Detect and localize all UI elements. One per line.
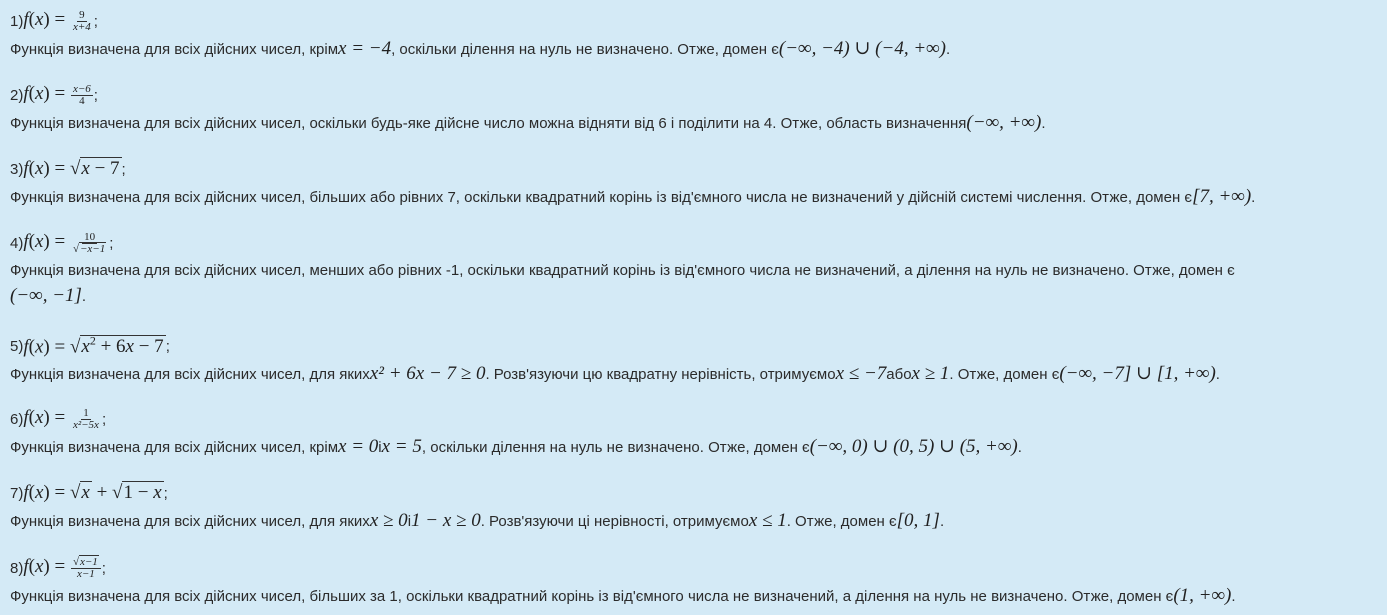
math: x ≥ 0 xyxy=(369,510,408,531)
math: (−∞, 0) ∪ (0, 5) ∪ (5, +∞) xyxy=(809,436,1018,457)
formula: f(x) = $\frac{9}{x+4}$ xyxy=(23,8,91,33)
explanation: Функція визначена для всіх дійсних чисел, для якихx² + 6x − 7 ≥ 0. Розв'язуючи цю квадратну нерівність, отримуємоx ≤ −7абоx ≥ 1. Отже, домен є(−∞, −7] ∪ [1, +∞). xyxy=(10,363,1220,384)
item-number: 4) xyxy=(10,234,24,252)
math: [7, +∞) xyxy=(1192,186,1252,207)
formula-line: 1) f(x) = $\frac{9}{x+4}$ ; xyxy=(10,8,98,33)
explanation: Функція визначена для всіх дійсних чисел, менших або рівних -1, оскільки квадратний корінь із від'ємного числа не визначений, а ділення на нуль не визначено. Отже, домен є (−∞, −1]. xyxy=(10,262,1235,306)
item-number: 3) xyxy=(10,160,24,178)
item-5 xyxy=(10,331,1381,387)
item-8 xyxy=(10,553,1381,609)
explanation: Функція визначена для всіх дійсних чисел, крімx = −4, оскільки ділення на нуль не визначено. Отже, домен є(−∞, −4) ∪ (−4, +∞). xyxy=(10,38,951,59)
item-number: 6) xyxy=(10,410,24,428)
explanation: Функція визначена для всіх дійсних чисел, для якихx ≥ 0і1 − x ≥ 0. Розв'язуючи ці нерівності, отримуємоx ≤ 1. Отже, домен є[0, 1]. xyxy=(10,510,945,531)
item-number: 7) xyxy=(10,484,24,502)
math: 1 − x ≥ 0 xyxy=(411,510,481,531)
math: (−∞, −1] xyxy=(10,285,82,306)
math: (1, +∞) xyxy=(1173,585,1232,606)
item-1 xyxy=(10,6,1381,62)
formula: f(x) = $\frac{x-6}{4}$ xyxy=(23,82,91,107)
formula: f(x) = √x − 7 xyxy=(23,158,120,179)
explanation: Функція визначена для всіх дійсних чисел, оскільки будь-яке дійсне число можна відняти від 6 і поділити на 4. Отже, область визначення(−∞, +∞). xyxy=(10,112,1046,133)
math: x = 0 xyxy=(338,436,379,457)
math: (−∞, +∞) xyxy=(966,112,1042,133)
math: (−∞, −4) ∪ (−4, +∞) xyxy=(778,38,947,59)
math: x = 5 xyxy=(381,436,422,457)
formula: $f(x) = √x^2 + 6x - 7$ xyxy=(23,333,164,358)
math: x² + 6x − 7 ≥ 0 xyxy=(369,363,486,384)
item-number: 1) xyxy=(10,12,24,30)
math: x ≥ 1 xyxy=(911,363,950,384)
formula-line: 8) f(x) = $\frac{√x-1}{x-1}$ ; xyxy=(10,555,106,580)
math: x ≤ −7 xyxy=(835,363,887,384)
item-7 xyxy=(10,478,1381,534)
formula: f(x) = $\frac{1}{\text{x²−5x}}$ xyxy=(23,406,99,431)
formula-line: 2) f(x) = $\frac{x-6}{4}$ ; xyxy=(10,82,98,107)
formula-line: 3) f(x) = √x − 7 ; xyxy=(10,158,126,179)
item-number: 8) xyxy=(10,559,24,577)
math: (−∞, −7] ∪ [1, +∞) xyxy=(1059,363,1216,384)
formula-line: 6) f(x) = $\frac{1}{\text{x²−5x}}$ ; xyxy=(10,406,107,431)
explanation: Функція визначена для всіх дійсних чисел, більших або рівних 7, оскільки квадратний корінь із від'ємного числа не визначений у дійсній системі числення. Отже, домен є[7, +∞). xyxy=(10,186,1256,207)
explanation: Функція визначена для всіх дійсних чисел, крімx = 0іx = 5, оскільки ділення на нуль не визначено. Отже, домен є(−∞, 0) ∪ (0, 5) ∪ (5, +∞). xyxy=(10,436,1022,457)
formula-line: 5) $f(x) = √x^2 + 6x - 7$ ; xyxy=(10,333,170,358)
item-4 xyxy=(10,228,1381,309)
formula-line: 7) f(x) = √x + √1 − x ; xyxy=(10,482,168,503)
formula-line: 4) f(x) = $\frac{10}{√-x-1}$ ; xyxy=(10,230,114,255)
item-6 xyxy=(10,404,1381,460)
item-3 xyxy=(10,154,1381,210)
item-number: 2) xyxy=(10,86,24,104)
formula: f(x) = √x + √1 − x xyxy=(23,482,162,503)
item-2 xyxy=(10,80,1381,136)
math: x ≤ 1 xyxy=(748,510,787,531)
item-number: 5) xyxy=(10,337,24,355)
math: [0, 1] xyxy=(896,510,940,531)
math: x = −4 xyxy=(338,38,392,59)
formula: f(x) = $\frac{√x-1}{x-1}$ xyxy=(23,556,101,579)
explanation: Функція визначена для всіх дійсних чисел, більших за 1, оскільки квадратний корінь із від'ємного числа не визначений, а ділення на нуль не визначено. Отже, домен є(1, +∞). xyxy=(10,585,1236,606)
formula: f(x) = $\frac{10}{√-x-1}$ xyxy=(23,230,106,255)
